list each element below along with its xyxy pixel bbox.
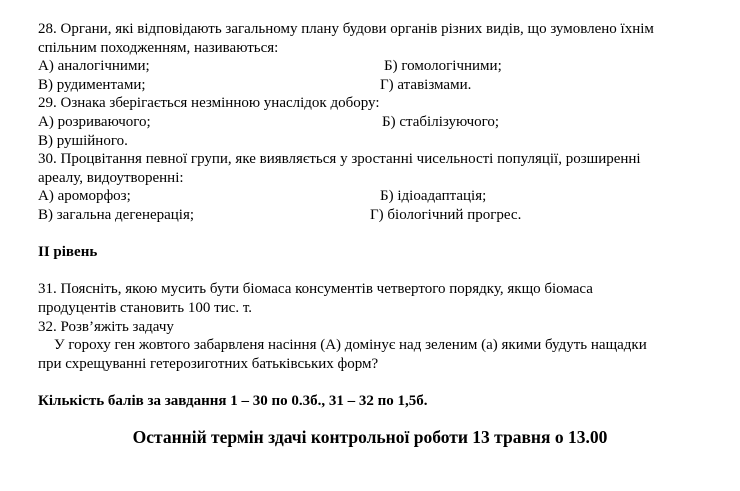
question-30-option-g: Г) біологічний прогрес. (370, 206, 522, 223)
question-28-option-v: В) рудиментами; (38, 76, 146, 93)
question-28-options-row-2 (38, 76, 718, 95)
scoring-note: Кількість балів за завдання 1 – 30 по 0.3б., 31 – 32 по 1,5б. (38, 392, 428, 409)
question-28-options-row-1 (38, 57, 718, 76)
spacer (38, 225, 718, 244)
question-30-options-row-1 (38, 187, 718, 206)
question-30-text-line-1: 30. Процвітання певної групи, яке виявляється у зростанні чисельності популяції, розширенні (38, 151, 641, 168)
question-31-text-line-2: продуцентів становить 100 тис. т. (38, 299, 252, 316)
question-29-text: 29. Ознака зберігається незмінною унаслідок добору: (38, 95, 380, 112)
question-28-text-line-2: спільним походженням, називаються: (38, 39, 279, 56)
question-30-text-line-2: ареалу, видоутворенні: (38, 169, 184, 186)
deadline-notice: Останній термін здачі контрольної роботи 13 травня о 13.00 (132, 427, 608, 447)
question-29-option-b: Б) стабілізуючого; (382, 113, 500, 130)
question-31-text-line-1: 31. Поясніть, якою мусить бути біомаса консументів четвертого порядку, якщо біомаса (38, 281, 593, 298)
question-30-option-a: А) ароморфоз; (38, 188, 131, 205)
question-30-option-b: Б) ідіоадаптація; (380, 188, 487, 205)
question-32-task-line-2: при схрещуванні гетерозиготних батьківських форм? (38, 355, 379, 372)
question-29-options-row-1 (38, 113, 718, 132)
question-28-option-a: А) аналогічними; (38, 58, 150, 75)
question-29-option-a: А) розриваючого; (38, 113, 151, 130)
question-29-option-v: В) рушійного. (38, 132, 128, 149)
spacer (38, 262, 718, 281)
document-body (38, 20, 718, 410)
question-32-text: 32. Розв’яжіть задачу (38, 318, 174, 335)
question-28-text-line-1: 28. Органи, які відповідають загальному плану будови органів різних видів, що зумовлено їхнім (38, 21, 654, 37)
spacer (38, 373, 718, 392)
question-30-option-v: В) загальна дегенерація; (38, 206, 195, 223)
question-28-option-b: Б) гомологічними; (384, 58, 502, 75)
level-2-heading: ІІ рівень (38, 244, 98, 261)
question-30-options-row-2 (38, 206, 718, 225)
question-32-task-line-1: У гороху ген жовтого забарвленя насіння (А) домінує над зеленим (а) якими будуть нащадки (54, 337, 647, 354)
question-28-option-g: Г) атавізмами. (380, 76, 472, 93)
